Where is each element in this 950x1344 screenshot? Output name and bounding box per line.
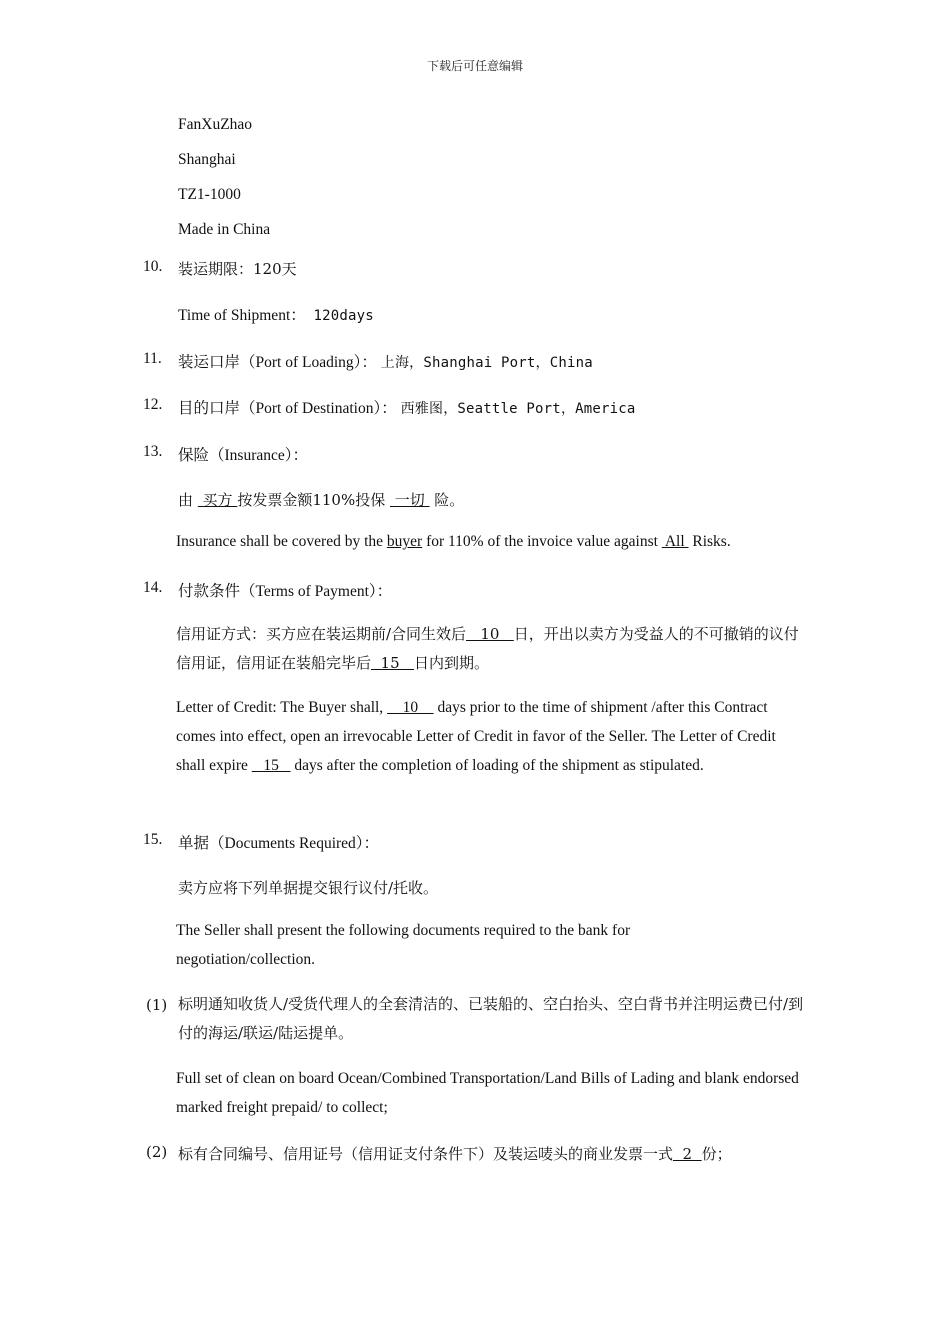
port-of-destination bbox=[178, 396, 636, 418]
insurance-cn-text: 险。 bbox=[429, 491, 465, 509]
insurance-en-text: Risks. bbox=[688, 533, 731, 550]
payment-cn-text: 日，开出以卖方为受益人的不可撤销的议付信用证，信用证在装船完毕后 bbox=[176, 625, 799, 672]
bill-of-lading-cn: 标明通知收货人/受货代理人的全套清洁的、已装船的、空白抬头、空白背书并注明运费已付/到付的海运/联运/陆运提单。 bbox=[178, 995, 804, 1042]
insurance-en-text: Insurance shall be covered by the bbox=[176, 533, 387, 550]
item-number: 11. bbox=[143, 350, 162, 367]
days-blank: 10 bbox=[387, 699, 434, 716]
days-blank: 15 bbox=[371, 654, 414, 672]
insurance-en-text: for 110% of the invoice value against bbox=[422, 533, 662, 550]
shipping-mark-line: Made in China bbox=[178, 221, 271, 238]
payment-en-text: Letter of Credit: The Buyer shall, bbox=[176, 699, 388, 716]
port-of-loading-value: 上海，Shanghai Port，China bbox=[380, 355, 593, 371]
payment-clause-en bbox=[176, 693, 798, 780]
invoice-cn-text: 份； bbox=[701, 1145, 732, 1163]
port-of-destination-value: 西雅图，Seattle Port，America bbox=[400, 401, 636, 417]
shipment-time-cn-value: 120天 bbox=[253, 260, 297, 278]
item-number: 12. bbox=[143, 396, 163, 413]
shipment-time-en bbox=[178, 303, 374, 325]
insurance-cn-text: 按发票金额110%投保 bbox=[237, 491, 390, 509]
copies-blank: 2 bbox=[673, 1145, 702, 1163]
days-blank: 10 bbox=[466, 625, 514, 643]
insurance-cn-text: 由 bbox=[178, 491, 198, 509]
risk-blank: All bbox=[661, 533, 689, 550]
payment-clause-cn bbox=[176, 620, 812, 678]
insurance-heading: 保险（Insurance）： bbox=[178, 447, 308, 464]
port-of-loading-label: 装运口岸（Port of Loading）： bbox=[178, 354, 377, 371]
shipment-time-en-value: 120days bbox=[313, 308, 374, 324]
invoice-cn-text: 标有合同编号、信用证号（信用证支付条件下）及装运唛头的商业发票一式 bbox=[178, 1145, 674, 1163]
payment-en-text: days after the completion of loading of the shipment as stipulated. bbox=[290, 757, 704, 774]
payment-cn-text: 日内到期。 bbox=[413, 654, 489, 672]
days-blank: 15 bbox=[251, 757, 291, 774]
shipment-time-cn-label: 装运期限： bbox=[178, 260, 254, 278]
page-header: 下载后可任意编辑 bbox=[426, 59, 523, 73]
documents-intro-en: The Seller shall present the following documents required to the bank for negotiation/collection. bbox=[176, 922, 631, 968]
documents-heading: 单据（Documents Required）： bbox=[178, 835, 380, 852]
item-number: 14. bbox=[143, 579, 163, 596]
payment-cn-text: 信用证方式：买方应在装运期前/合同生效后 bbox=[176, 625, 467, 643]
shipping-mark-line: TZ1-1000 bbox=[178, 186, 241, 203]
commercial-invoice-cn bbox=[178, 1143, 732, 1164]
item-number: 15. bbox=[143, 831, 163, 848]
documents-intro-cn: 卖方应将下列单据提交银行议付/托收。 bbox=[178, 879, 439, 897]
port-of-loading bbox=[178, 350, 593, 372]
item-number: 13. bbox=[143, 443, 163, 460]
insurer-blank: buyer bbox=[386, 533, 423, 550]
port-of-destination-label: 目的口岸（Port of Destination）： bbox=[178, 400, 397, 417]
shipping-mark-line: FanXuZhao bbox=[178, 116, 253, 133]
document-number: (2) bbox=[146, 1143, 168, 1161]
shipping-mark-line: Shanghai bbox=[178, 151, 236, 168]
shipment-time-cn bbox=[178, 258, 297, 279]
insurance-clause-en bbox=[176, 533, 731, 551]
payment-heading: 付款条件（Terms of Payment）： bbox=[178, 583, 393, 600]
risk-blank: 一切 bbox=[389, 491, 430, 509]
item-number: 10. bbox=[143, 258, 163, 275]
document-number: (1) bbox=[146, 996, 168, 1014]
insurer-blank: 买方 bbox=[197, 491, 238, 509]
shipment-time-en-label: Time of Shipment： bbox=[178, 307, 306, 324]
payment-en-text: days prior to the time of shipment /after this Contract comes into effect, open an irrevocable Letter of Credit in favor of the Seller. The Letter of Credit shall expire bbox=[176, 699, 776, 774]
insurance-clause-cn bbox=[178, 489, 464, 510]
bill-of-lading-en: Full set of clean on board Ocean/Combined Transportation/Land Bills of Lading and blank endorsed marked freight prepaid/ to collect; bbox=[176, 1070, 799, 1116]
